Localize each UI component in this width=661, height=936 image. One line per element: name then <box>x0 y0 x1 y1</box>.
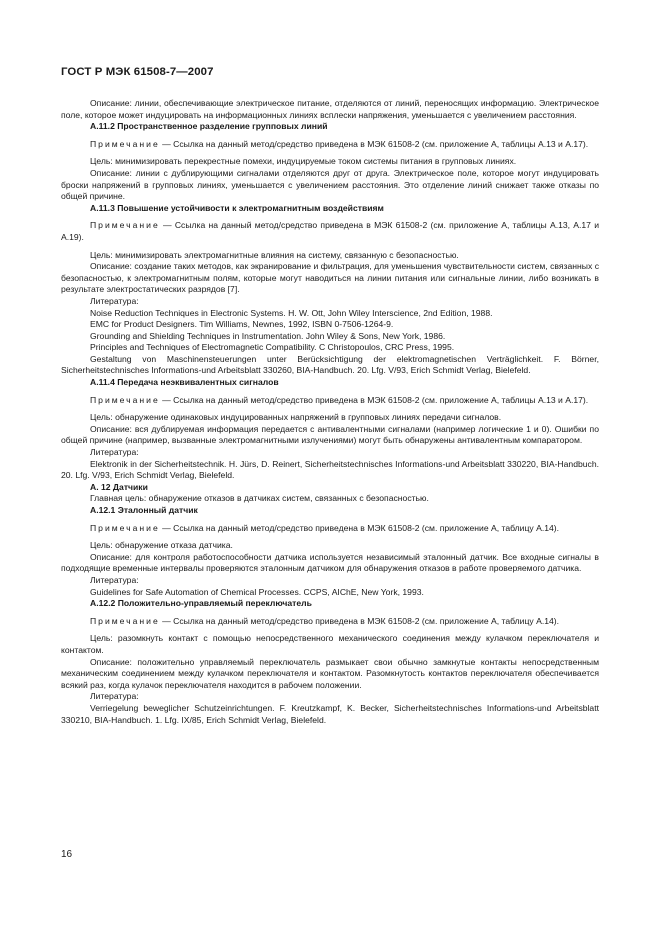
paragraph: Описание: положительно управляемый переключатель размыкает свои обычно замкнутые контакты непосредственным механическим соединением между кулачком переключателя и контактом. Разомкнутость контактов переключателя обеспечивается всякий раз, когда кулачок переключателя находится в рабочем положении. <box>61 656 599 690</box>
literature-label: Литература: <box>90 691 139 702</box>
paragraph: Цель: обнаружение одинаковых индуцированных напряжений в групповых линиях передачи сигналов. <box>90 412 502 423</box>
note-text: — Ссылка на данный метод/средство приведена в МЭК 61508-2 (см. приложение А, таблицу А.14). <box>162 615 560 626</box>
paragraph: Описание: линии с дублирующими сигналами отделяются друг от друга. Электрическое поле, которое могут индуцировать броски напряжений в групповых линиях, уменьшается с увеличением расстояния. Это отделение линий снижает также отказы по общей причине. <box>61 167 599 202</box>
note-label: Примечание <box>90 615 160 626</box>
reference: Gestaltung von Maschinensteuerungen unter Berücksichtigung der elektromagnetischen Verträglichkeit. F. Börner, Sicherheitstechnisches Informations-und Arbeitsblatt 330260, BIA-Handbuch. 20. Lfg. V/93, Erich Schmidt Verlag, Bielefeld. <box>61 353 599 376</box>
note-label: Примечание <box>90 138 160 149</box>
document-body <box>61 98 599 726</box>
reference: EMC for Product Designers. Tim Williams, Newnes, 1992, ISBN 0-7506-1264-9. <box>90 319 394 330</box>
paragraph: Описание: для контроля работоспособности датчика используется независимый эталонный датчик. Все входные сигналы в подходящие временные интервалы проверяются эталонным датчиком для обнаружения отказов в работе проверяемого датчика. <box>61 551 599 574</box>
section-heading: А.11.2 Пространственное разделение групповых линий <box>90 121 328 132</box>
note <box>61 616 599 628</box>
reference: Principles and Techniques of Electromagnetic Compatibility. C Christopoulos, CRC Press, 1995. <box>90 342 455 353</box>
section-heading: А.11.3 Повышение устойчивости к электромагнитным воздействиям <box>90 202 384 213</box>
literature-label: Литература: <box>90 295 139 306</box>
note-text: — Ссылка на данный метод/средство приведена в МЭК 61508-2 (см. приложение А, таблицы А.13 и А.17). <box>162 138 589 149</box>
section-heading: А. 12 Датчики <box>90 481 148 492</box>
section-heading: А.12.1 Эталонный датчик <box>90 505 198 515</box>
literature-label: Литература: <box>90 447 139 458</box>
note-label: Примечание <box>90 220 160 231</box>
paragraph: Цель: минимизировать перекрестные помехи, индуцируемые током системы питания в групповых линиях. <box>90 156 517 167</box>
paragraph: Главная цель: обнаружение отказов в датчиках систем, связанных с безопасностью. <box>90 493 429 504</box>
note <box>61 523 599 535</box>
reference: Verriegelung beweglicher Schutzeinrichtungen. F. Kreutzkampf, K. Becker, Sicherheitstechnisches Informations-und Arbeitsblatt 330210, BIA-Handbuch. 1. Lfg. IX/85, Erich Schmidt Verlag, Bielefeld. <box>61 702 599 725</box>
section-heading: А.11.4 Передача неэквивалентных сигналов <box>90 377 279 388</box>
paragraph: Описание: создание таких методов, как экранирование и фильтрация, для уменьшения чувствительности систем, связанных с безопасностью, к электромагнитным полям, которые могут наводиться на линии питания или сигнальные линии, либо возникать в результате электростатических разрядов [7]. <box>61 261 599 295</box>
page-number: 16 <box>61 849 73 860</box>
note <box>61 395 599 407</box>
paragraph: Описание: вся дублируемая информация передается с антивалентными сигналами (например логические 1 и 0). Ошибки по общей причине (например, вызванные электромагнитными излучениями) могут быть обнаружены антивалентным компаратором. <box>61 423 599 446</box>
paragraph: Цель: минимизировать электромагнитные влияния на систему, связанную с безопасностью. <box>90 249 459 260</box>
note-text: — Ссылка на данный метод/средство приведена в МЭК 61508-2 (см. приложение А, таблицы А.13 и А.17). <box>162 394 589 405</box>
literature-label: Литература: <box>90 574 139 585</box>
note-text: — Ссылка на данный метод/средство приведена в МЭК 61508-2 (см. приложение А, таблицы А.13, А.17 и А.19). <box>61 220 600 242</box>
section-heading: А.12.2 Положительно-управляемый переключатель <box>90 598 312 609</box>
reference: Grounding and Shielding Techniques in Instrumentation. John Wiley & Sons, New York, 1986. <box>90 330 446 341</box>
paragraph: Цель: разомкнуть контакт с помощью непосредственного механического соединения между кулачком переключателя и контактом. <box>61 633 599 655</box>
note-label: Примечание <box>90 394 160 405</box>
reference: Elektronik in der Sicherheitstechnik. H. Jürs, D. Reinert, Sicherheitstechnisches Informations-und Arbeitsblatt 330220, BIA-Handbuch. 20. Lfg. V/93, Erich Schmidt Verlag, Bielefeld. <box>61 458 599 481</box>
paragraph: Цель: обнаружение отказа датчика. <box>90 540 233 551</box>
note <box>61 139 599 151</box>
note <box>61 220 599 243</box>
note-text: — Ссылка на данный метод/средство приведена в МЭК 61508-2 (см. приложение А, таблицу А.14). <box>162 522 560 533</box>
note-label: Примечание <box>90 522 160 533</box>
reference: Noise Reduction Techniques in Electronic Systems. H. W. Ott, John Wiley Interscience, 2nd Edition, 1988. <box>90 307 493 318</box>
document-header: ГОСТ Р МЭК 61508-7—2007 <box>61 66 214 78</box>
paragraph: Описание: линии, обеспечивающие электрическое питание, отделяются от линий, переносящих информацию. Электрическое поле, которое может индуцировать на информационных линиях всплески напряжения, уменьшается с увеличением расстояния. <box>61 98 599 120</box>
reference: Guidelines for Safe Automation of Chemical Processes. CCPS, AIChE, New York, 1993. <box>90 586 424 597</box>
